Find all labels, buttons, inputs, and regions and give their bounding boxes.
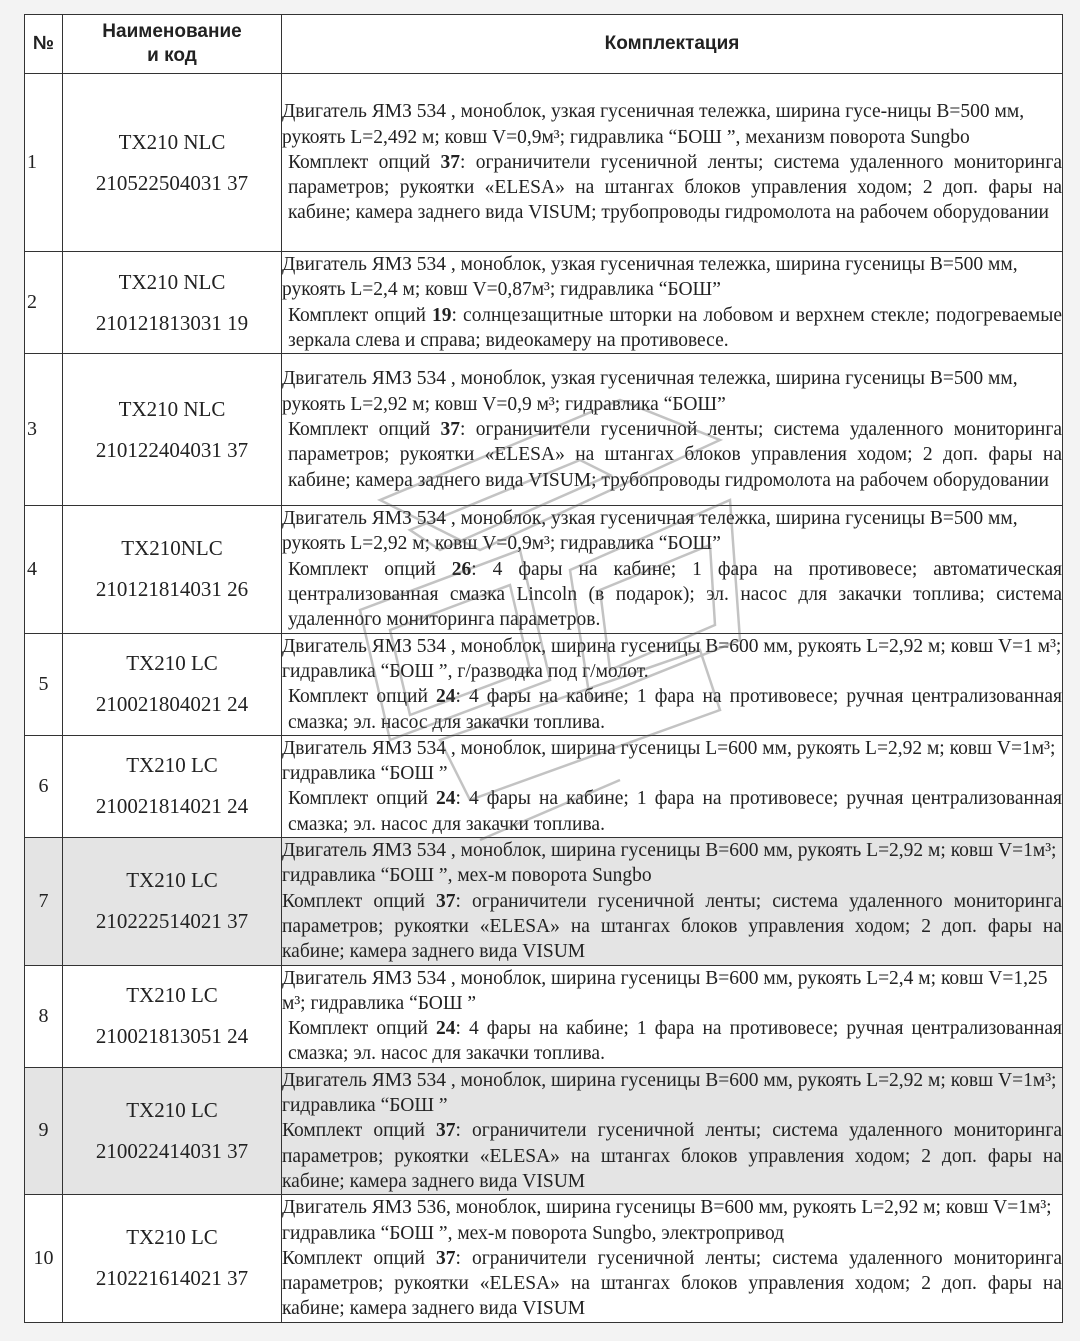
table-row xyxy=(25,74,1063,252)
options-list: : ограничители гусеничной ленты; система удаленного мониторинга параметров; рукоятки «ELESA» на штангах блоков управления ходом; 2 доп. фары на кабине; камера заднего вида VISUM; трубопроводы гидромолота на рабочем оборудовании xyxy=(288,419,1062,491)
model-cell xyxy=(63,633,282,735)
model-cell xyxy=(63,1195,282,1322)
options-package xyxy=(282,1246,1062,1322)
configuration-cell xyxy=(282,506,1063,633)
header-name-code xyxy=(63,15,282,74)
configuration-cell xyxy=(282,1067,1063,1194)
options-label: Комплект опций xyxy=(282,1247,436,1269)
model-cell xyxy=(63,252,282,354)
configuration-cell xyxy=(282,1195,1063,1322)
configuration-cell xyxy=(282,354,1063,506)
base-configuration: Двигатель ЯМЗ 534 , моноблок, ширина гусеницы B=600 мм, рукоять L=2,92 м; ковш V=1 м³; гидравлика “БОШ ”, г/разводка под г/молот. xyxy=(282,635,1062,682)
options-number: 26 xyxy=(451,558,472,580)
model-name: TX210 LC xyxy=(126,651,218,676)
configuration-cell xyxy=(282,735,1063,837)
options-list: : 4 фары на кабине; 1 фара на противовесе; автоматическая централизованная смазка Lincoln (в подарок); эл. насос для закачки топлива; система удаленного мониторинга параметров. xyxy=(288,558,1062,631)
table-row xyxy=(25,735,1063,837)
options-package xyxy=(282,417,1062,493)
options-list: : ограничители гусеничной ленты; система удаленного мониторинга параметров; рукоятки «ELESA» на штангах блоков управления ходом; 2 доп. фары на кабине; камера заднего вида VISUM xyxy=(282,890,1062,963)
model-name: TX210 LC xyxy=(126,983,218,1008)
base-configuration: Двигатель ЯМЗ 534 , моноблок, узкая гусеничная тележка, ширина гусеницы B=500 мм, рукоять L=2,92 м; ковш V=0,9м³; гидравлика “БОШ” xyxy=(282,508,1018,555)
model-name: TX210 NLC xyxy=(118,396,226,421)
options-label: Комплект опций xyxy=(288,1018,436,1040)
options-package xyxy=(282,786,1062,837)
base-configuration: Двигатель ЯМЗ 534 , моноблок, узкая гусеничная тележка, ширина гусеницы B=500 мм, рукоять L=2,4 м; ковш V=0,87м³; гидравлика “БОШ” xyxy=(282,254,1018,301)
model-cell xyxy=(63,354,282,506)
options-label: Комплект опций xyxy=(288,304,433,326)
options-list: : ограничители гусеничной ленты; система удаленного мониторинга параметров; рукоятки «ELESA» на штангах блоков управления ходом; 2 доп. фары на кабине; камера заднего вида VISUM; трубопроводы гидромолота на рабочем оборудовании xyxy=(288,151,1062,224)
model-code: 210021814021 24 xyxy=(95,794,249,819)
table-row xyxy=(25,252,1063,354)
options-list: : солнцезащитные шторки на лобовом и верхнем стекле; подогреваемые зеркала слева и справа; видеокамеру на противовесе. xyxy=(288,304,1062,351)
equipment-table xyxy=(24,14,1063,1323)
options-number: 37 xyxy=(435,1247,456,1269)
header-name-line1: Наименование xyxy=(102,21,242,42)
row-number: 1 xyxy=(25,74,63,252)
base-configuration: Двигатель ЯМЗ 534 , моноблок, ширина гусеницы B=600 мм, рукоять L=2,4 м; ковш V=1,25 м³; гидравлика “БОШ ” xyxy=(282,967,1048,1014)
options-label: Комплект опций xyxy=(282,890,436,912)
options-package xyxy=(282,150,1062,226)
base-configuration: Двигатель ЯМЗ 534 , моноблок, узкая гусеничная тележка, ширина гусеницы B=500 мм, рукоять L=2,92 м; ковш V=0,9 м³; гидравлика “БОШ” xyxy=(282,368,1018,415)
options-number: 24 xyxy=(435,788,456,810)
table-row xyxy=(25,1195,1063,1322)
model-name: TX210 LC xyxy=(126,868,218,893)
options-list: : ограничители гусеничной ленты; система удаленного мониторинга параметров; рукоятки «ELESA» на штангах блоков управления ходом; 2 доп. фары на кабине; камера заднего вида VISUM xyxy=(282,1247,1062,1320)
table-row xyxy=(25,633,1063,735)
table-row xyxy=(25,354,1063,506)
options-label: Комплект опций xyxy=(282,1120,436,1142)
options-number: 24 xyxy=(435,686,456,708)
row-number: 10 xyxy=(25,1195,63,1322)
model-code: 210522504031 37 xyxy=(95,170,249,195)
model-cell xyxy=(63,838,282,965)
row-number: 7 xyxy=(25,838,63,965)
header-configuration: Комплектация xyxy=(282,15,1063,74)
model-cell xyxy=(63,506,282,633)
row-number: 6 xyxy=(25,735,63,837)
table-row xyxy=(25,965,1063,1067)
configuration-cell xyxy=(282,838,1063,965)
header-number: № xyxy=(25,15,63,74)
options-number: 37 xyxy=(440,151,460,173)
model-code: 210122404031 37 xyxy=(95,437,249,462)
row-number: 5 xyxy=(25,633,63,735)
options-number: 19 xyxy=(432,304,452,326)
table-header-row xyxy=(25,15,1063,74)
model-name: TX210 NLC xyxy=(118,269,226,294)
options-package xyxy=(282,1118,1062,1194)
model-name: TX210 NLC xyxy=(118,129,226,154)
model-cell xyxy=(63,1067,282,1194)
model-cell xyxy=(63,74,282,252)
options-label: Комплект опций xyxy=(288,788,436,810)
options-label: Комплект опций xyxy=(288,151,441,173)
options-list: : 4 фары на кабине; 1 фара на противовесе; ручная централизованная смазка; эл. насос для закачки топлива. xyxy=(288,1018,1063,1065)
options-package xyxy=(282,1016,1062,1067)
configuration-cell xyxy=(282,965,1063,1067)
row-number: 4 xyxy=(25,506,63,633)
model-code: 210121814031 26 xyxy=(95,577,249,602)
options-package xyxy=(282,303,1062,354)
model-code: 210222514021 37 xyxy=(95,909,249,934)
options-number: 37 xyxy=(435,890,456,912)
options-package xyxy=(282,684,1062,735)
base-configuration: Двигатель ЯМЗ 534 , моноблок, ширина гусеницы L=600 мм, рукоять L=2,92 м; ковш V=1м³; гидравлика “БОШ ” xyxy=(282,737,1056,785)
options-number: 37 xyxy=(440,419,460,441)
options-list: : ограничители гусеничной ленты; система удаленного мониторинга параметров; рукоятки «ELESA» на штангах блоков управления ходом; 2 доп. фары на кабине; камера заднего вида VISUM xyxy=(282,1120,1062,1192)
row-number: 3 xyxy=(25,354,63,506)
model-code: 210021813051 24 xyxy=(95,1024,249,1049)
table-row xyxy=(25,1067,1063,1194)
options-label: Комплект опций xyxy=(288,558,452,580)
model-name: TX210 LC xyxy=(126,1097,218,1122)
model-code: 210221614021 37 xyxy=(95,1266,249,1291)
options-label: Комплект опций xyxy=(288,419,441,441)
model-code: 210022414031 37 xyxy=(95,1138,249,1163)
row-number: 2 xyxy=(25,252,63,354)
options-package xyxy=(282,889,1062,965)
table-row xyxy=(25,838,1063,965)
options-label: Комплект опций xyxy=(288,686,436,708)
header-name-line2: и код xyxy=(147,45,197,66)
configuration-cell xyxy=(282,633,1063,735)
row-number: 8 xyxy=(25,965,63,1067)
options-package xyxy=(282,557,1062,633)
model-name: TX210 LC xyxy=(126,753,218,778)
row-number: 9 xyxy=(25,1067,63,1194)
options-list: : 4 фары на кабине; 1 фара на противовесе; ручная централизованная смазка; эл. насос для закачки топлива. xyxy=(288,788,1063,835)
model-cell xyxy=(63,965,282,1067)
configuration-cell xyxy=(282,252,1063,354)
base-configuration: Двигатель ЯМЗ 536, моноблок, ширина гусеницы B=600 мм, рукоять L=2,92 м; ковш V=1м³; гидравлика “БОШ ”, мех-м поворота Sungbo, электропривод xyxy=(282,1197,1052,1244)
base-configuration: Двигатель ЯМЗ 534 , моноблок, ширина гусеницы B=600 мм, рукоять L=2,92 м; ковш V=1м³; гидравлика “БОШ ” xyxy=(282,1069,1057,1117)
model-code: 210121813031 19 xyxy=(95,310,249,335)
model-cell xyxy=(63,735,282,837)
model-name: TX210NLC xyxy=(121,536,223,561)
model-name: TX210 LC xyxy=(126,1225,218,1250)
options-number: 37 xyxy=(435,1120,456,1142)
table-row xyxy=(25,506,1063,633)
options-list: : 4 фары на кабине; 1 фара на противовесе; ручная централизованная смазка; эл. насос для закачки топлива. xyxy=(288,686,1063,733)
base-configuration: Двигатель ЯМЗ 534 , моноблок, узкая гусеничная тележка, ширина гусе-ницы B=500 мм, рукоять L=2,492 м; ковш V=0,9м³; гидравлика “БОШ ”, механизм поворота Sungbo xyxy=(282,101,1025,148)
configuration-cell xyxy=(282,74,1063,252)
base-configuration: Двигатель ЯМЗ 534 , моноблок, ширина гусеницы B=600 мм, рукоять L=2,92 м; ковш V=1м³; гидравлика “БОШ ”, мех-м поворота Sungbo xyxy=(282,840,1057,887)
model-code: 210021804021 24 xyxy=(95,692,249,717)
options-number: 24 xyxy=(435,1018,456,1040)
